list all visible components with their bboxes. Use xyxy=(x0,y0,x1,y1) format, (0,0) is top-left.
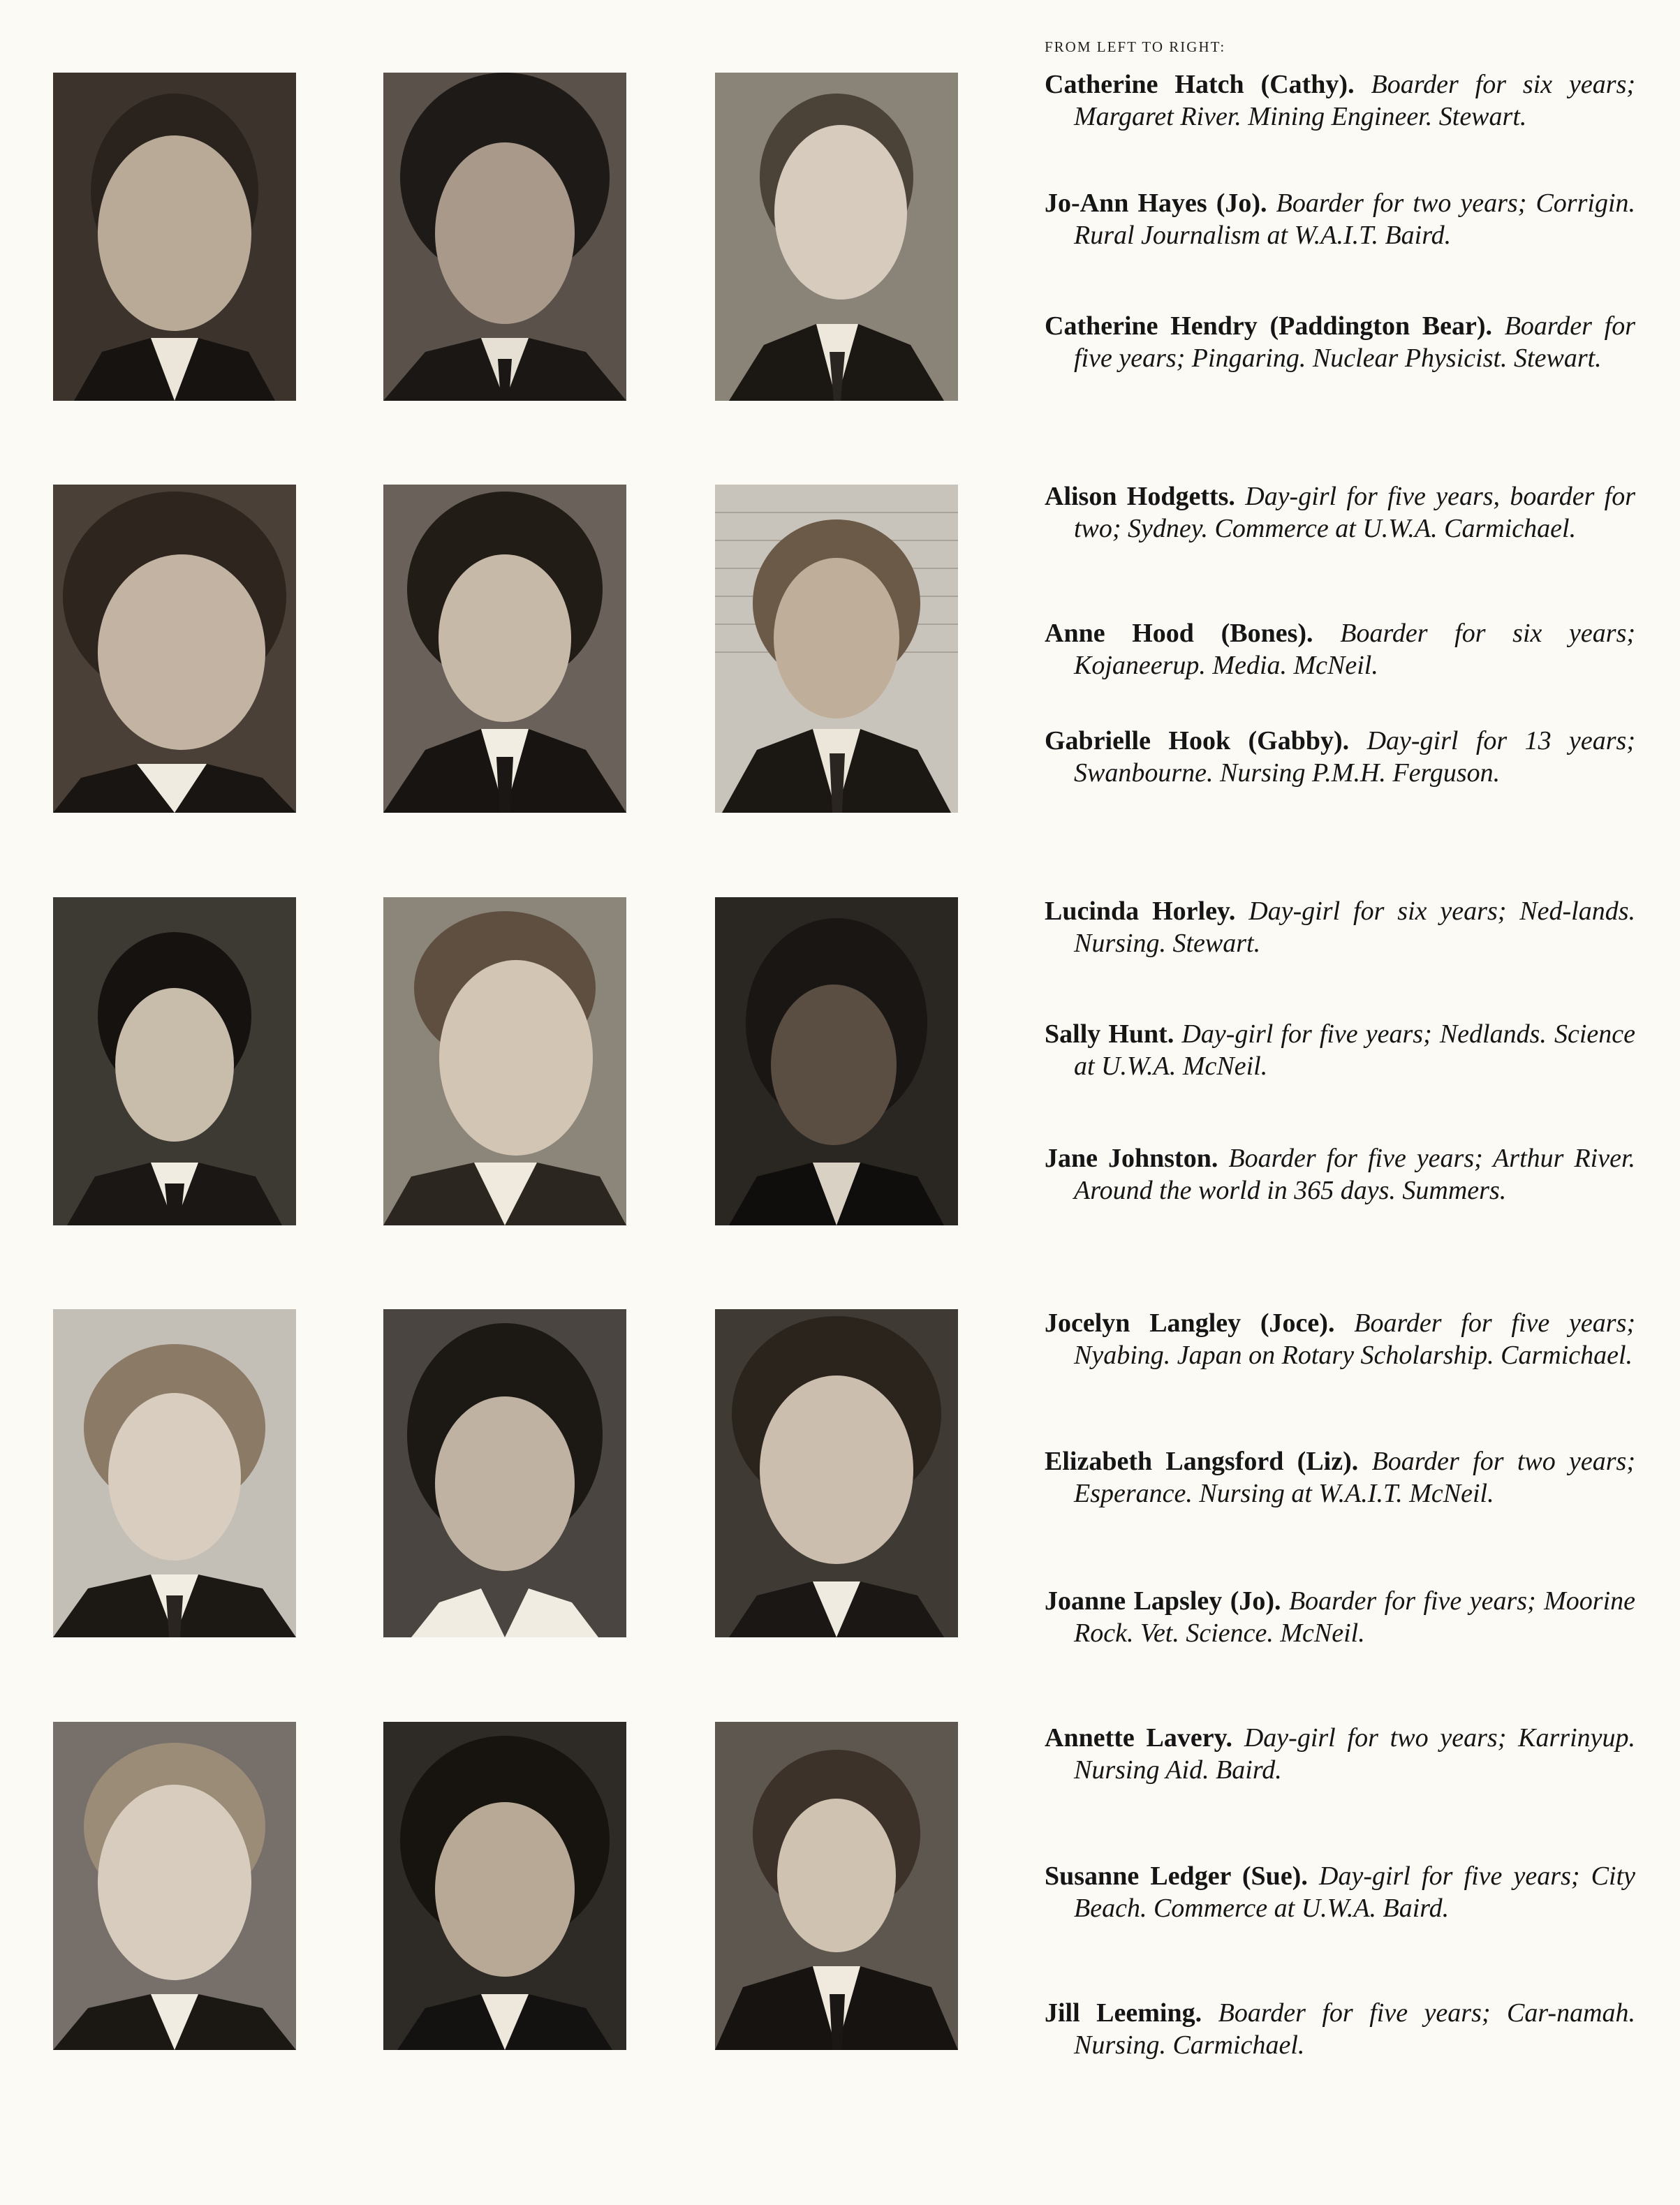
student-entry xyxy=(1045,1142,1635,1207)
student-entry xyxy=(1045,310,1635,374)
portrait-photo xyxy=(715,485,958,813)
student-name: Jane Johnston. xyxy=(1045,1144,1218,1173)
photo-row-2 xyxy=(0,485,978,813)
portrait-photo xyxy=(53,73,296,401)
section-header: FROM LEFT TO RIGHT: xyxy=(1045,38,1226,55)
photo-row-4 xyxy=(0,1309,978,1637)
student-name: Alison Hodgetts. xyxy=(1045,482,1235,511)
student-name: Lucinda Horley. xyxy=(1045,897,1236,926)
student-name: Catherine Hendry (Paddington Bear). xyxy=(1045,311,1493,341)
student-name: Jill Leeming. xyxy=(1045,1998,1202,2028)
student-entry xyxy=(1045,1018,1635,1082)
student-name: Sally Hunt. xyxy=(1045,1019,1174,1049)
student-entry xyxy=(1045,187,1635,251)
student-name: Jocelyn Langley (Joce). xyxy=(1045,1308,1335,1338)
student-details: Boarder for two years; Esperance. Nursing at W.A.I.T. McNeil. xyxy=(1074,1447,1636,1508)
student-details: Boarder for six years; Kojaneerup. Media. McNeil. xyxy=(1074,619,1636,680)
portrait-photo xyxy=(53,485,296,813)
student-details: Day-girl for five years; City Beach. Commerce at U.W.A. Baird. xyxy=(1074,1861,1635,1923)
student-name: Elizabeth Langsford (Liz). xyxy=(1045,1447,1359,1476)
student-entry xyxy=(1045,1445,1635,1510)
photo-row-1 xyxy=(0,73,978,401)
photo-row-3 xyxy=(0,897,978,1225)
portrait-photo xyxy=(715,1722,958,2050)
student-entry xyxy=(1045,1860,1635,1924)
student-name: Jo-Ann Hayes (Jo). xyxy=(1045,189,1267,218)
student-details: Boarder for five years; Nyabing. Japan on Rotary Scholarship. Carmichael. xyxy=(1074,1308,1636,1370)
student-name: Joanne Lapsley (Jo). xyxy=(1045,1586,1281,1616)
portrait-photo xyxy=(383,897,626,1225)
student-details: Boarder for five years; Car-namah. Nursing. Carmichael. xyxy=(1074,1998,1636,2060)
student-details: Boarder for five years; Pingaring. Nuclear Physicist. Stewart. xyxy=(1074,311,1636,373)
student-entry xyxy=(1045,617,1635,681)
portrait-photo xyxy=(53,1309,296,1637)
portrait-photo xyxy=(383,1722,626,2050)
student-details: Boarder for six years; Margaret River. Mining Engineer. Stewart. xyxy=(1074,70,1636,131)
student-details: Boarder for five years; Arthur River. Around the world in 365 days. Summers. xyxy=(1074,1144,1636,1205)
student-name: Gabrielle Hook (Gabby). xyxy=(1045,726,1350,755)
portrait-photo xyxy=(715,73,958,401)
student-name: Susanne Ledger (Sue). xyxy=(1045,1861,1308,1891)
student-details: Boarder for five years; Moorine Rock. Vet. Science. McNeil. xyxy=(1074,1586,1635,1648)
student-entry xyxy=(1045,895,1635,959)
portrait-photo xyxy=(53,1722,296,2050)
portrait-photo xyxy=(53,897,296,1225)
student-details: Day-girl for two years; Karrinyup. Nursing Aid. Baird. xyxy=(1074,1723,1636,1785)
student-details: Day-girl for six years; Ned-lands. Nursing. Stewart. xyxy=(1074,897,1636,958)
student-details: Day-girl for 13 years; Swanbourne. Nursing P.M.H. Ferguson. xyxy=(1074,726,1635,788)
student-name: Anne Hood (Bones). xyxy=(1045,619,1313,648)
student-name: Annette Lavery. xyxy=(1045,1723,1233,1753)
photo-row-5 xyxy=(0,1722,978,2050)
portrait-photo xyxy=(715,1309,958,1637)
student-entry xyxy=(1045,1722,1635,1786)
student-entry xyxy=(1045,480,1635,545)
student-entry xyxy=(1045,68,1635,133)
student-entry xyxy=(1045,1307,1635,1371)
student-name: Catherine Hatch (Cathy). xyxy=(1045,70,1355,99)
student-details: Day-girl for five years, boarder for two; Sydney. Commerce at U.W.A. Carmichael. xyxy=(1074,482,1636,543)
portrait-photo xyxy=(383,73,626,401)
portrait-photo xyxy=(383,1309,626,1637)
student-entry xyxy=(1045,1585,1635,1649)
portrait-photo xyxy=(715,897,958,1225)
student-entry xyxy=(1045,725,1635,789)
portrait-photo xyxy=(383,485,626,813)
student-entry xyxy=(1045,1997,1635,2061)
student-details: Boarder for two years; Corrigin. Rural Journalism at W.A.I.T. Baird. xyxy=(1074,189,1635,250)
student-details: Day-girl for five years; Nedlands. Science at U.W.A. McNeil. xyxy=(1074,1019,1635,1081)
